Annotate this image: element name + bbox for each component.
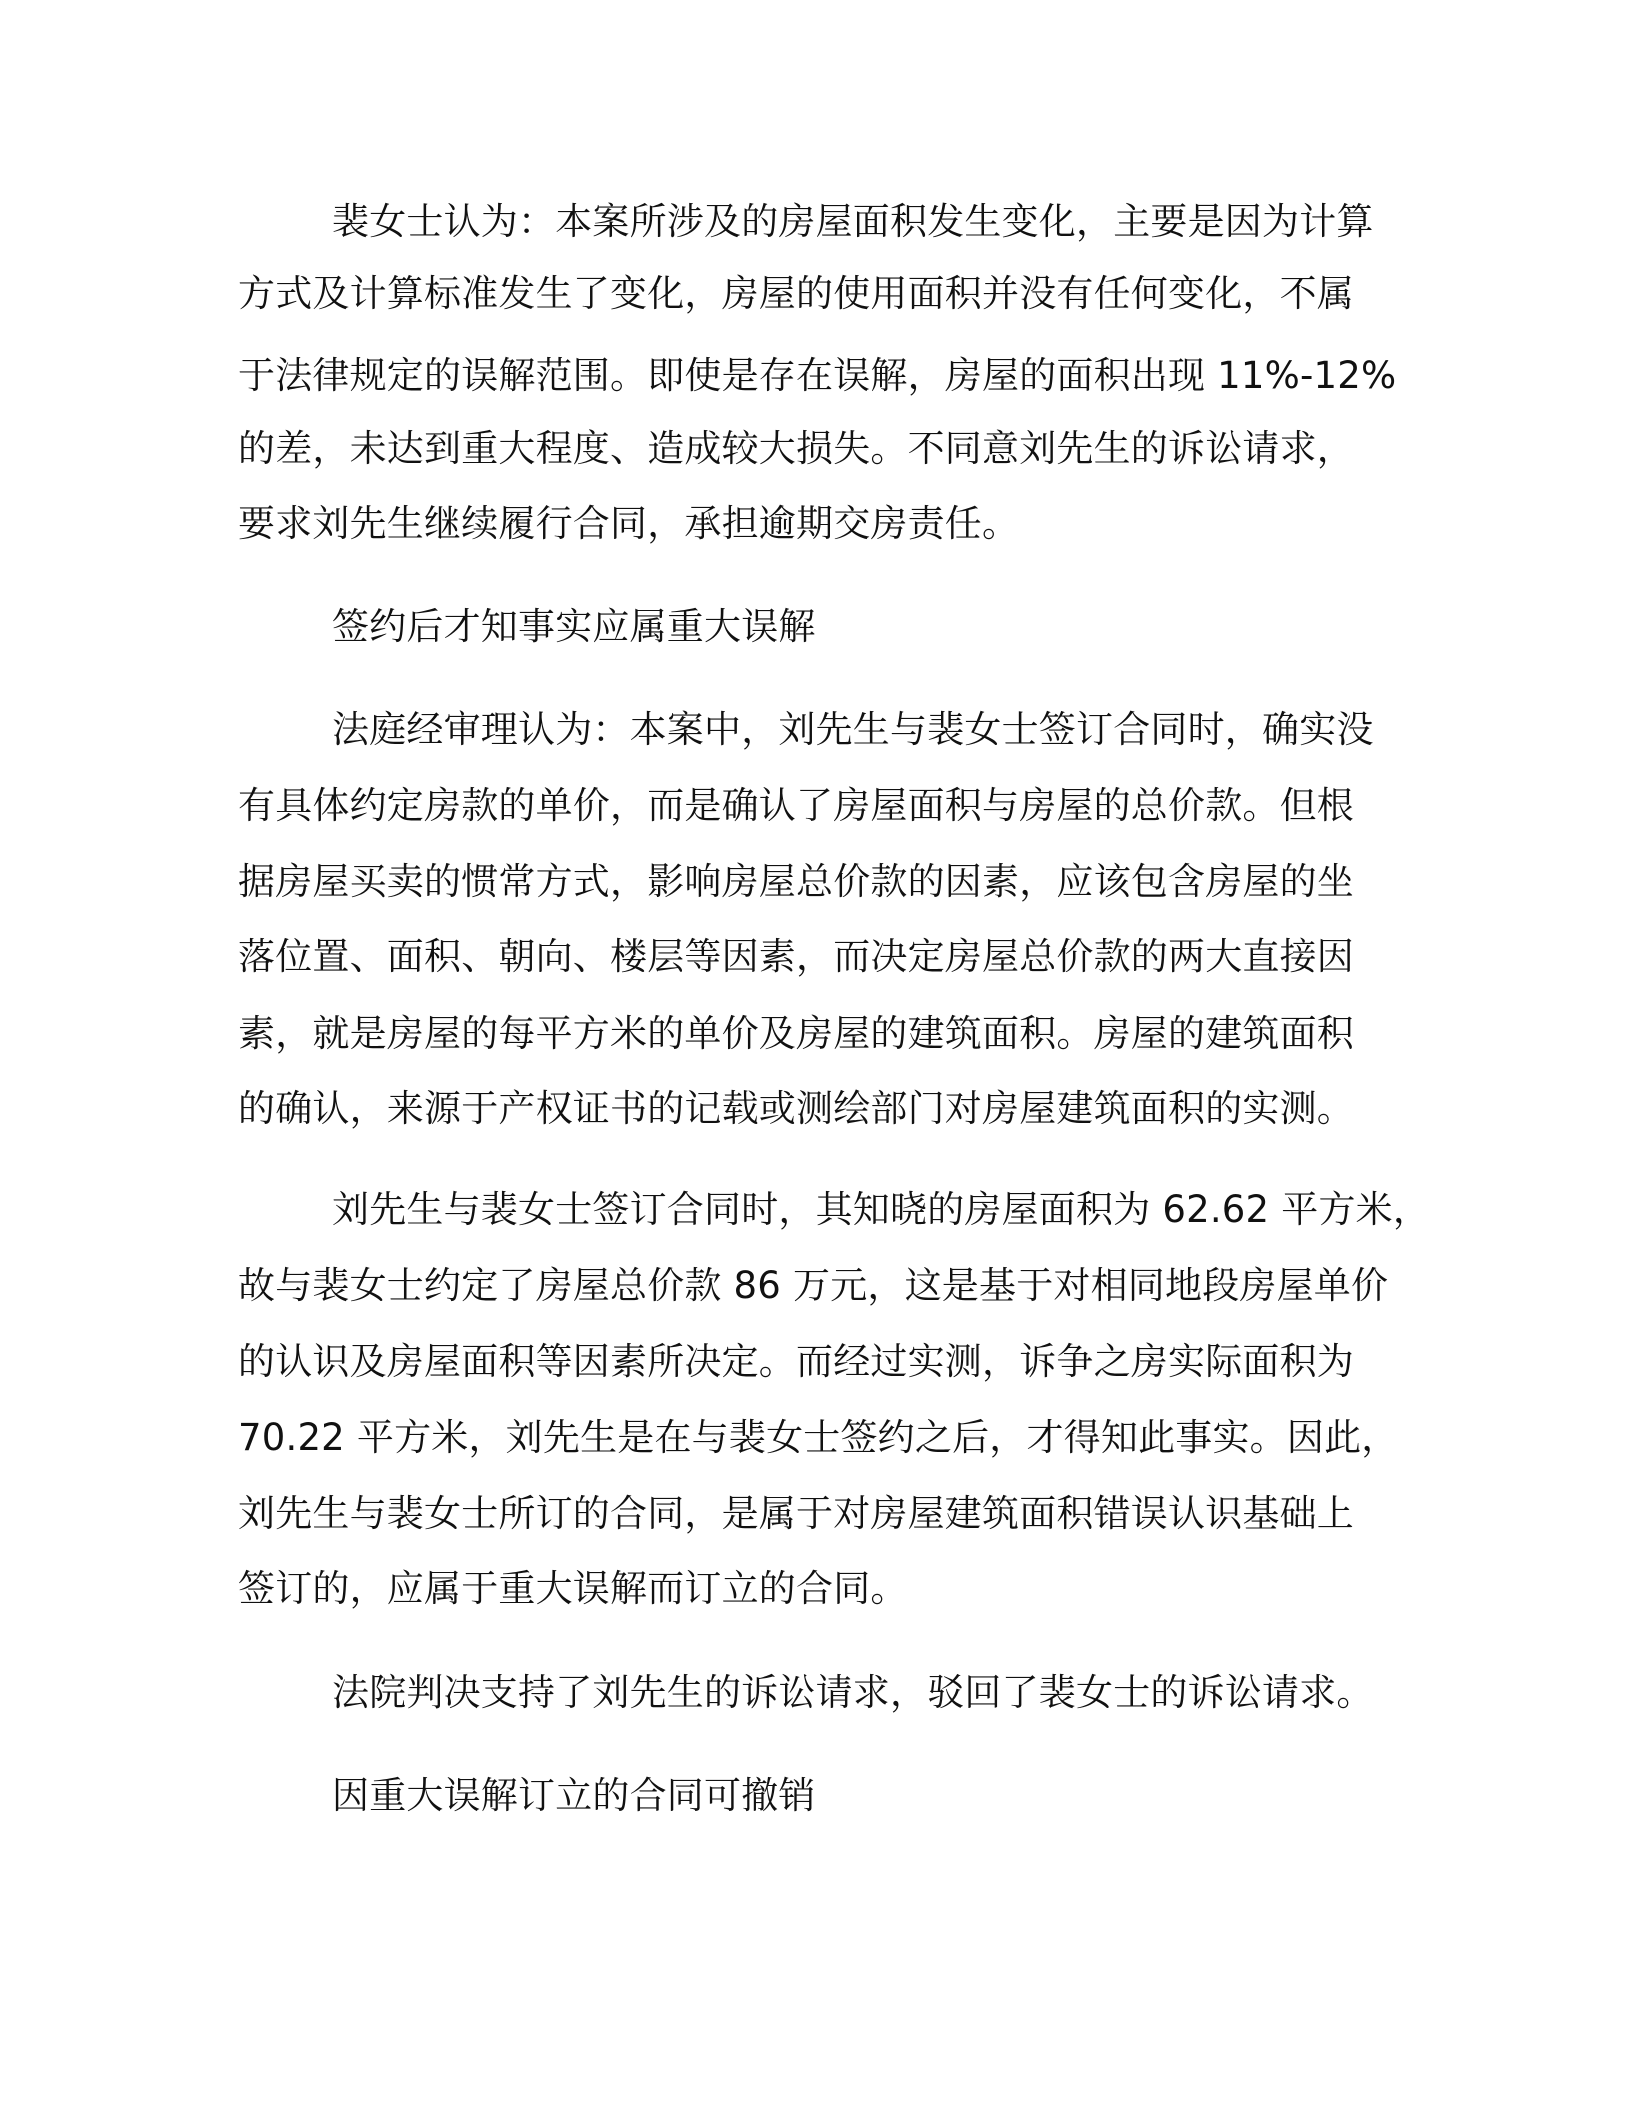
section-heading-1: 签约后才知事实应属重大误解 bbox=[332, 605, 816, 648]
paragraph-2-line-3: 据房屋买卖的惯常方式，影响房屋总价款的因素，应该包含房屋的坐 bbox=[238, 860, 1354, 903]
paragraph-3-line-5: 刘先生与裴女士所订的合同，是属于对房屋建筑面积错误认识基础上 bbox=[238, 1492, 1354, 1535]
paragraph-3-line-1: 刘先生与裴女士签订合同时，其知晓的房屋面积为 62.62 平方米， bbox=[332, 1188, 1431, 1231]
paragraph-1-line-3: 于法律规定的误解范围。即使是存在误解，房屋的面积出现 11%-12% bbox=[238, 354, 1397, 397]
paragraph-1-line-4: 的差，未达到重大程度、造成较大损失。不同意刘先生的诉讼请求， bbox=[238, 427, 1354, 470]
paragraph-3-line-6: 签订的，应属于重大误解而订立的合同。 bbox=[238, 1567, 908, 1610]
section-heading-2: 因重大误解订立的合同可撤销 bbox=[332, 1774, 816, 1817]
paragraph-1-line-5: 要求刘先生继续履行合同，承担逾期交房责任。 bbox=[238, 502, 1020, 545]
paragraph-1-line-2: 方式及计算标准发生了变化，房屋的使用面积并没有任何变化，不属 bbox=[238, 272, 1354, 315]
paragraph-2-line-5: 素，就是房屋的每平方米的单价及房屋的建筑面积。房屋的建筑面积 bbox=[238, 1012, 1354, 1055]
paragraph-1-line-1: 裴女士认为：本案所涉及的房屋面积发生变化，主要是因为计算 bbox=[332, 200, 1374, 243]
paragraph-2-line-2: 有具体约定房款的单价，而是确认了房屋面积与房屋的总价款。但根 bbox=[238, 784, 1354, 827]
paragraph-3-line-4: 70.22 平方米，刘先生是在与裴女士签约之后，才得知此事实。因此， bbox=[238, 1416, 1399, 1459]
paragraph-3-line-2: 故与裴女士约定了房屋总价款 86 万元，这是基于对相同地段房屋单价 bbox=[238, 1264, 1389, 1307]
paragraph-2-line-6: 的确认，来源于产权证书的记载或测绘部门对房屋建筑面积的实测。 bbox=[238, 1087, 1354, 1130]
paragraph-2-line-1: 法庭经审理认为：本案中，刘先生与裴女士签订合同时，确实没 bbox=[332, 708, 1374, 751]
paragraph-3-line-3: 的认识及房屋面积等因素所决定。而经过实测，诉争之房实际面积为 bbox=[238, 1340, 1354, 1383]
paragraph-4-line-1: 法院判决支持了刘先生的诉讼请求，驳回了裴女士的诉讼请求。 bbox=[332, 1671, 1374, 1714]
paragraph-2-line-4: 落位置、面积、朝向、楼层等因素，而决定房屋总价款的两大直接因 bbox=[238, 935, 1354, 978]
